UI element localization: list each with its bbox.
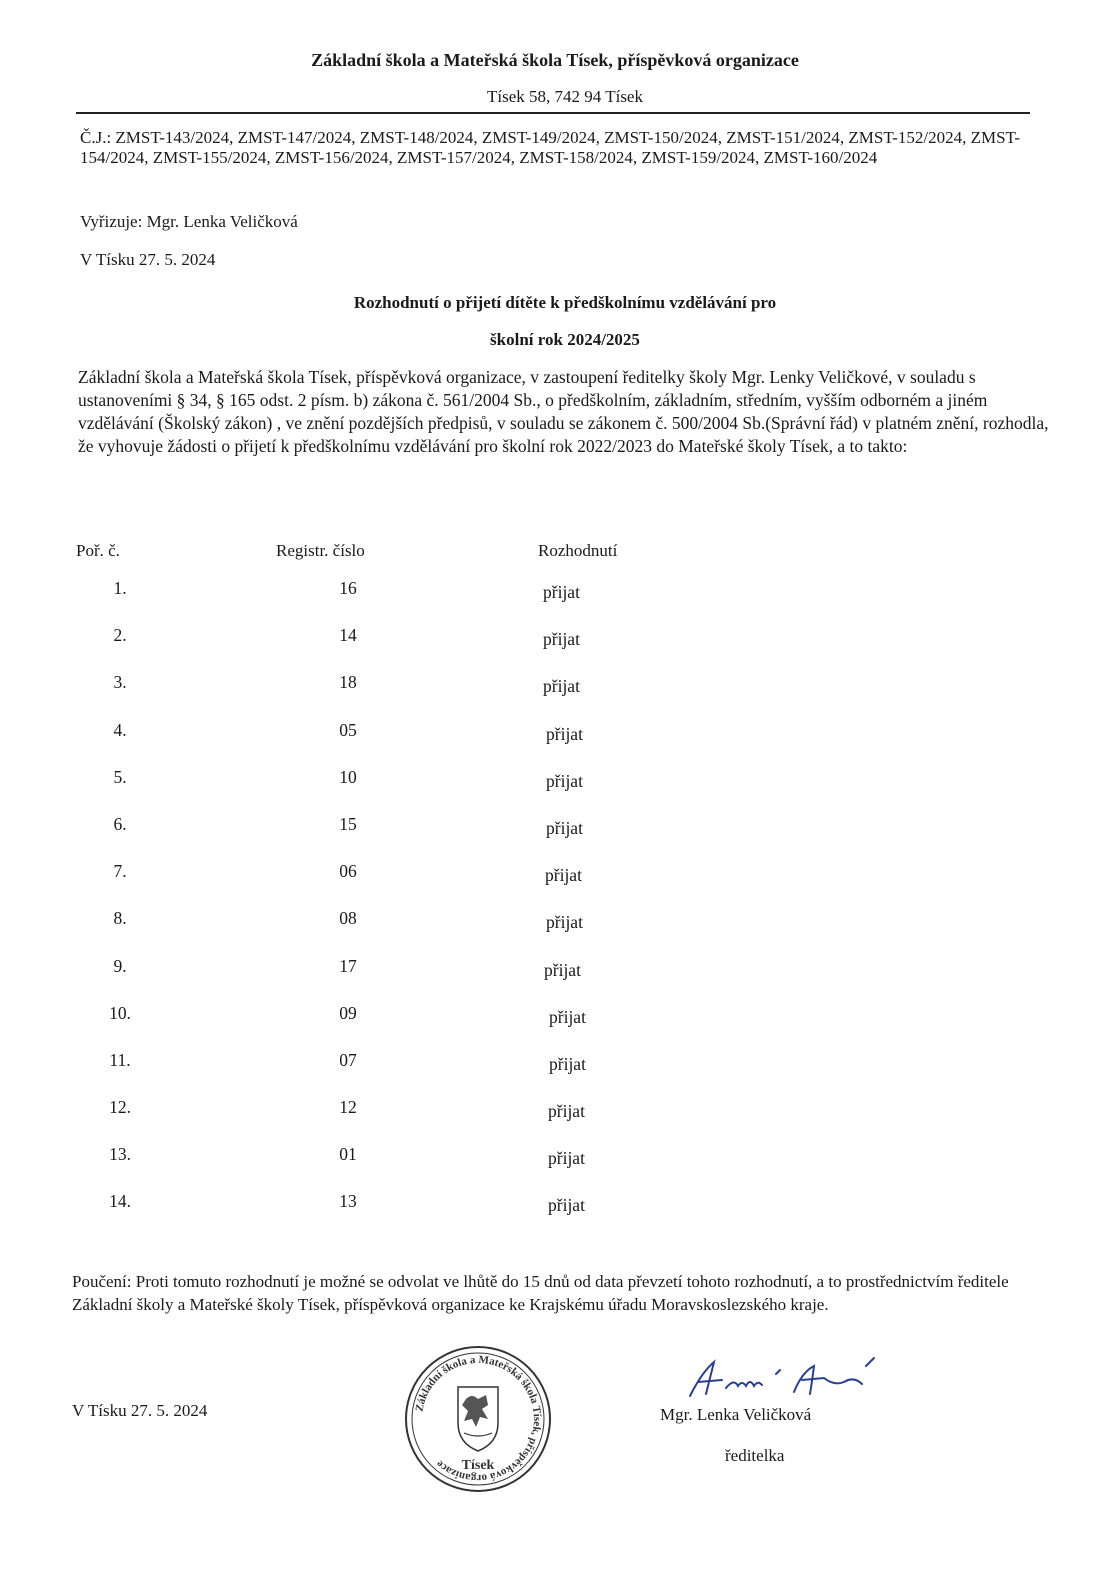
- table-row: [0, 908, 1110, 955]
- row-decision: přijat: [543, 629, 580, 650]
- row-order-number: 3.: [113, 672, 127, 693]
- row-order-number: 10.: [109, 1002, 131, 1023]
- appeal-notice: Poučení: Proti tomuto rozhodnutí je možné se odvolat ve lhůtě do 15 dnů od data převzetí tohoto rozhodnutí, a to prostřednictvím ředitele Základní školy a Mateřské školy Tísek, příspěvková organizace ke Krajskému úřadu Moravskoslezského kraje.: [72, 1272, 1009, 1314]
- row-decision: přijat: [543, 676, 580, 697]
- column-header-order: Poř. č.: [76, 541, 120, 560]
- table-row: [0, 814, 1110, 861]
- row-decision: přijat: [543, 582, 580, 602]
- table-row: [0, 1097, 1110, 1144]
- row-registration-number: 12: [339, 1097, 357, 1118]
- row-decision: přijat: [546, 912, 583, 933]
- row-registration-number: 18: [339, 672, 357, 693]
- table-row: [0, 672, 1110, 719]
- row-registration-number: 06: [339, 861, 357, 882]
- row-decision: přijat: [546, 770, 583, 791]
- row-order-number: 8.: [113, 908, 127, 929]
- row-order-number: 12.: [109, 1097, 131, 1118]
- row-decision: přijat: [549, 1053, 586, 1074]
- header-divider: [76, 112, 1030, 114]
- signer-role: ředitelka: [725, 1446, 785, 1465]
- row-decision: přijat: [548, 1148, 585, 1169]
- row-decision: přijat: [545, 865, 582, 886]
- row-order-number: 4.: [113, 719, 127, 740]
- table-row: [0, 1144, 1110, 1191]
- row-registration-number: 16: [339, 578, 357, 598]
- signer-name: Mgr. Lenka Veličková: [660, 1405, 812, 1424]
- seal-ring-text: Základní škola a Mateřská škola Tísek, příspěvková organizace: [413, 1353, 544, 1485]
- row-registration-number: 13: [339, 1191, 357, 1212]
- row-order-number: 2.: [113, 625, 127, 646]
- row-decision: přijat: [549, 1006, 586, 1027]
- row-order-number: 14.: [109, 1191, 131, 1212]
- footer-place-date: V Tísku 27. 5. 2024: [72, 1401, 208, 1420]
- row-decision: přijat: [548, 1195, 585, 1216]
- seal-center-text: Tísek: [461, 1458, 495, 1473]
- row-registration-number: 10: [339, 766, 357, 787]
- school-seal: [402, 1343, 554, 1495]
- row-registration-number: 07: [339, 1049, 357, 1070]
- row-decision: přijat: [548, 1101, 585, 1122]
- coat-of-arms-icon: [458, 1387, 498, 1451]
- row-registration-number: 14: [339, 625, 357, 646]
- table-row: [0, 578, 1110, 625]
- row-order-number: 11.: [109, 1049, 131, 1070]
- school-name: Základní škola a Mateřská škola Tísek, příspěvková organizace: [311, 50, 799, 70]
- row-registration-number: 08: [339, 908, 357, 929]
- row-decision: přijat: [544, 959, 581, 980]
- decision-table: [0, 578, 1110, 1239]
- row-decision: přijat: [546, 817, 583, 838]
- reference-numbers: Č.J.: ZMST-143/2024, ZMST-147/2024, ZMST-148/2024, ZMST-149/2024, ZMST-150/2024, ZMST-151/2024, ZMST-152/2024, ZMST-154/2024, ZMST-155/2024, ZMST-156/2024, ZMST-157/2024, ZMST-158/2024, ZMST-159/2024, ZMST-160/2024: [80, 128, 1021, 167]
- table-row: [0, 861, 1110, 908]
- table-row: [0, 1191, 1110, 1238]
- decision-body-text: Základní škola a Mateřská škola Tísek, příspěvková organizace, v zastoupení ředitelky školy Mgr. Lenky Veličkové, v souladu s ustanoveními § 34, § 165 odst. 2 písm. b) zákona č. 561/2004 Sb., o předškolním, základním, středním, vyšším odborném a jiném vzdělávání (Školský zákon) , ve znění pozdějších předpisů, v souladu se zákonem č. 500/2004 Sb.(Správní řád) v platném znění, rozhodla, že vyhovuje žádosti o přijetí k předškolnímu vzdělávání pro školní rok 2022/2023 do Mateřské školy Tísek, a to takto:: [78, 367, 1049, 456]
- row-order-number: 6.: [113, 813, 127, 834]
- document-subtitle: školní rok 2024/2025: [490, 330, 640, 349]
- row-order-number: 13.: [109, 1144, 131, 1165]
- row-decision: přijat: [546, 723, 583, 744]
- row-order-number: 7.: [113, 861, 127, 882]
- document-title: Rozhodnutí o přijetí dítěte k předškolnímu vzdělávání pro: [353, 293, 777, 312]
- table-row: [0, 956, 1110, 1003]
- row-registration-number: 05: [339, 719, 357, 740]
- row-order-number: 1.: [113, 578, 127, 598]
- row-order-number: 5.: [113, 766, 127, 787]
- table-row: [0, 720, 1110, 767]
- row-registration-number: 01: [339, 1144, 357, 1165]
- row-registration-number: 09: [339, 1002, 357, 1023]
- table-row: [0, 1003, 1110, 1050]
- place-date: V Tísku 27. 5. 2024: [80, 250, 216, 269]
- table-row: [0, 625, 1110, 672]
- school-address: Tísek 58, 742 94 Tísek: [487, 87, 643, 106]
- column-header-decision: Rozhodnutí: [538, 541, 618, 560]
- signature-icon: [684, 1352, 884, 1404]
- row-registration-number: 15: [339, 813, 357, 834]
- column-header-registration: Registr. číslo: [276, 541, 365, 560]
- row-registration-number: 17: [339, 955, 357, 976]
- row-order-number: 9.: [113, 955, 127, 976]
- table-row: [0, 767, 1110, 814]
- table-row: [0, 1050, 1110, 1097]
- handled-by: Vyřizuje: Mgr. Lenka Veličková: [80, 212, 298, 231]
